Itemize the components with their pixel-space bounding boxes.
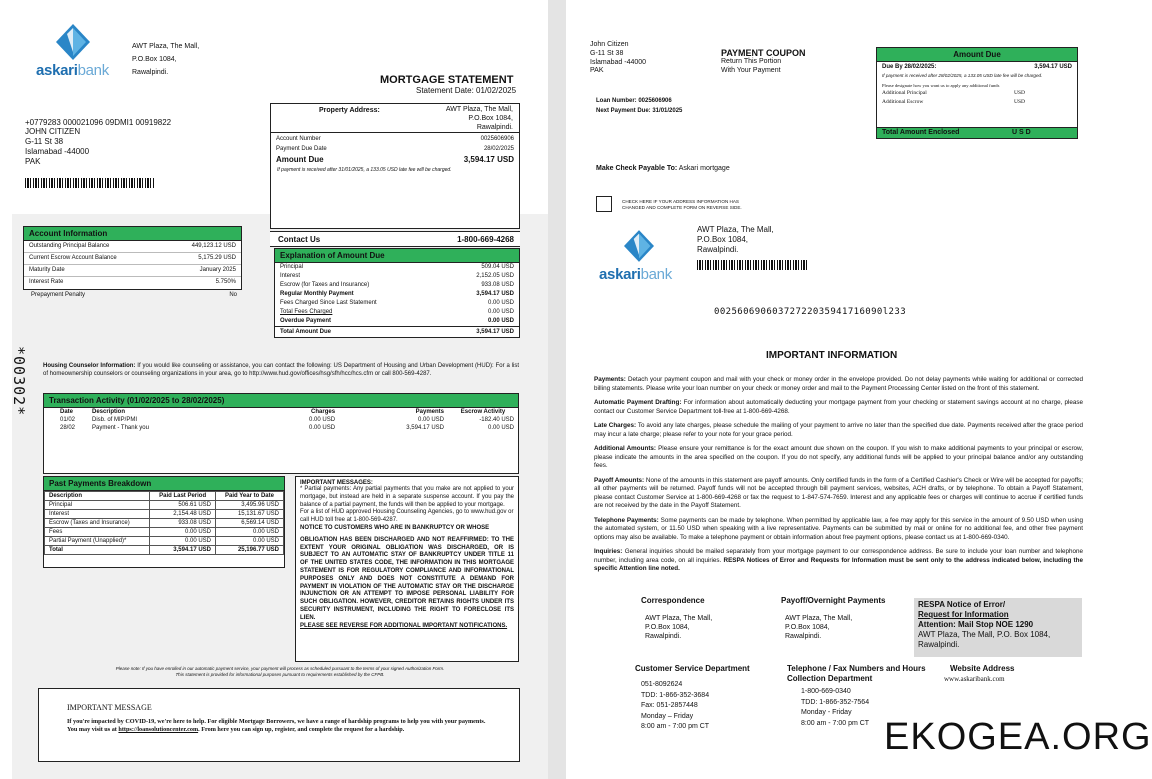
remit-barcode [697, 260, 807, 270]
coupon-customer [590, 41, 646, 76]
add-principal-row [877, 89, 1077, 97]
cell: 0.00 USD [216, 528, 284, 537]
website-title: Website Address [950, 664, 1015, 673]
due-by-row [877, 62, 1077, 72]
customer-address [25, 127, 89, 167]
contact-box [270, 231, 520, 247]
customer-service-lines [635, 680, 750, 733]
row-label: Outstanding Principal Balance [29, 243, 110, 249]
coupon-line: Return This Portion [721, 58, 782, 65]
explanation-row [275, 290, 519, 299]
cell: Fees [45, 528, 150, 537]
cell: 0.00 USD [150, 537, 216, 546]
watermark-text: EKOGEA.ORG [884, 716, 1152, 758]
address-line: P.O.Box 1084, [785, 623, 830, 631]
customer-service-title: Customer Service Department [635, 664, 750, 673]
cell: 2,154.48 USD [150, 510, 216, 519]
cell: Payment - Thank you [92, 425, 149, 431]
past-payments-box [43, 476, 285, 568]
cell: 25,196.77 USD [216, 546, 284, 555]
cell: 933.08 USD [150, 519, 216, 528]
contact-line: 8:00 am - 7:00 pm CT [641, 723, 710, 730]
info-label: Late Charges: [594, 422, 637, 429]
col-header: Date [60, 409, 74, 415]
property-line: Rawalpindi. [476, 123, 513, 131]
amount-due-box [876, 47, 1078, 139]
row-label: Interest [280, 273, 301, 279]
payoff-lines [781, 615, 885, 641]
row-value: 0.00 USD [487, 300, 514, 306]
property-rows [271, 132, 519, 174]
customer-line: PAK [590, 67, 604, 75]
cell: 0.00 USD [487, 425, 514, 431]
total-enclosed-row [877, 127, 1077, 138]
cell: Principal [45, 501, 150, 510]
col-header: Description [92, 409, 126, 415]
contact-line: TDD: 1-866-352-3684 [641, 691, 710, 699]
col-header: Escrow Activity [460, 409, 506, 415]
left-page [0, 0, 548, 779]
bank-address-line: P.O.Box 1084, [132, 56, 177, 63]
cell: 01/02 [60, 417, 76, 423]
table-row [45, 510, 284, 519]
property-row [271, 133, 519, 144]
correspondence-title: Correspondence [641, 596, 705, 605]
customer-line: G-11 St 38 [590, 49, 624, 57]
row-label: Prepayment Penalty [31, 292, 86, 298]
collection-title: Collection Department [787, 674, 873, 683]
cell: 506.61 USD [150, 501, 216, 510]
row-label: Total Amount Due [280, 329, 331, 335]
notice-heading: NOTICE TO CUSTOMERS WHO ARE IN BANKRUPTCY OR WHOSE [300, 524, 490, 531]
brand-logo-text [599, 266, 672, 283]
property-box [270, 103, 520, 229]
askari-diamond-logo-icon [624, 230, 654, 262]
info-paragraph [594, 445, 1083, 471]
askari-diamond-logo-icon [56, 24, 90, 60]
bank-address [132, 40, 199, 79]
respa-address: AWT Plaza, The Mall, P.O. Box 1084, [918, 630, 1051, 639]
total-enclosed-label: Total Amount Enclosed [882, 129, 960, 136]
covid-text [67, 718, 491, 735]
row-label: Fees Charged Since Last Statement [280, 300, 377, 306]
row-label: Regular Monthly Payment [280, 291, 354, 297]
prepayment-row [26, 290, 242, 301]
property-line: AWT Plaza, The Mall, [445, 106, 513, 113]
info-paragraph [594, 422, 1083, 439]
cell: 3,594.17 USD [406, 425, 444, 431]
col-header: Description [45, 492, 150, 501]
info-paragraph [594, 548, 1083, 574]
row-value: No [229, 292, 237, 298]
cell: 15,131.67 USD [216, 510, 284, 519]
row-value: 0025606906 [480, 136, 514, 142]
brand-part1: askari [36, 62, 78, 79]
tel-fax-title: Telephone / Fax Numbers and Hours [787, 664, 926, 673]
info-label: Automatic Payment Drafting: [594, 399, 682, 406]
remit-line: AWT Plaza, The Mall, [697, 225, 774, 234]
cell: 0.00 USD [150, 528, 216, 537]
address-line: Rawalpindi. [785, 632, 822, 640]
row-value: 449,123.12 USD [191, 243, 236, 249]
row-label: Maturity Date [29, 267, 65, 273]
remit-line: P.O.Box 1084, [697, 235, 748, 244]
row-value: 2,152.05 USD [476, 273, 514, 279]
table-row [44, 424, 518, 432]
row-label: Escrow (for Taxes and Insurance) [280, 282, 370, 288]
contact-line: Monday – Friday [641, 712, 694, 720]
table-row [45, 528, 284, 537]
respa-city: Rawalpindi. [918, 640, 960, 649]
statement-date: Statement Date: 01/02/2025 [416, 86, 517, 95]
account-info-box [23, 226, 242, 290]
address-line: AWT Plaza, The Mall, [645, 615, 713, 622]
col-header: Paid Year to Date [216, 492, 284, 501]
payable-value: Askari mortgage [678, 165, 730, 172]
respa-sentence: RESPA Notices of Error and Requests for Information must be sent only to the address indicated below, including the specific Attention line noted. [594, 556, 1083, 572]
address-line: AWT Plaza, The Mall, [785, 615, 853, 622]
info-title: IMPORTANT INFORMATION [766, 350, 898, 361]
brand-logo-text [36, 62, 109, 79]
customer-service-block [635, 664, 750, 733]
explanation-row [275, 263, 519, 272]
info-label: Payoff Amounts: [594, 476, 645, 484]
info-paragraph [594, 517, 1083, 543]
transactions-title: Transaction Activity (01/02/2025 to 28/02/2025) [44, 394, 518, 408]
account-info-row [24, 253, 241, 265]
info-text: Please ensure your remittance is for the exact amount due shown on the coupon. If you wish to make additional payments to your principal or escrow, please indicate the amounts in the area specified on the coupon. If you do not specify, any additional funds will be applied to your principal balance and/or any outstanding fees. [594, 445, 1083, 469]
covid-link[interactable]: https://loansolutioncenter.com [118, 726, 199, 734]
cell: 3,594.17 USD [150, 546, 216, 555]
account-info-row [24, 265, 241, 277]
contact-phone: 1-800-669-4268 [457, 235, 514, 244]
contact-line: Monday - Friday [801, 709, 852, 716]
explanation-box [274, 248, 520, 338]
amount-due-row [271, 154, 519, 166]
brand-part1: askari [599, 266, 641, 283]
account-info-row [24, 277, 241, 288]
contact-line: 1-800-669-0340 [801, 688, 851, 695]
past-payments-title: Past Payments Breakdown [44, 477, 284, 491]
customer-line: JOHN CITIZEN [25, 127, 81, 136]
total-enclosed-usd[interactable]: U S D [1012, 129, 1031, 136]
notice-body: OBLIGATION HAS BEEN DISCHARGED AND NOT REAFFIRMED: TO THE EXTENT YOUR ORIGINAL OBLIGATION WAS DISCHARGED, OR IS SUBJECT TO AN AUTOMATIC STAY OF BANKRUPTCY UNDER TITLE 11 OF THE UNITED STATES CODE, THE INFORMATION IN THIS MORTGAGE STATEMENT IS FOR REGULATORY COMPLIANCE AND INFORMATIONAL PURPOSES ONLY AND DOES NOT CONSTITUTE A DEMAND FOR PAYMENT IN VIOLATION OF THE AUTOMATIC STAY OR THE DISCHARGE INJUNCTION OR AN ATTEMPT TO IMPOSE PERSONAL LIABILITY FOR SUCH OBLIGATION. HOWEVER, CREDITOR RETAINS RIGHTS UNDER ITS SECURITY INSTRUMENT, INCLUDING THE RIGHT TO FORECLOSE ITS LIEN. [300, 536, 514, 621]
table-row [44, 416, 518, 424]
customer-line: G-11 St 38 [25, 137, 64, 146]
website-block [944, 664, 1015, 684]
covid-message-box [38, 688, 520, 762]
coupon-line: With Your Payment [721, 66, 781, 74]
customer-line: John Citizen [590, 41, 629, 48]
payoff-block [781, 596, 885, 641]
contact-label: Contact Us [278, 235, 321, 244]
info-text: Detach your payment coupon and mail with your check or money order in the envelope provided. Do not delay payments while waiting for additional or corrected billing statements. Please write your loan number on your check or money order and mail to the Payment Processing Center listed on the front of this statement. [594, 376, 1084, 392]
covid-title: IMPORTANT MESSAGE [67, 703, 152, 712]
row-label: Total Fees Charged [280, 309, 333, 315]
statement-title: MORTGAGE STATEMENT [380, 74, 514, 86]
row-value: 5,175.29 USD [198, 255, 236, 261]
cell: 6,569.14 USD [216, 519, 284, 528]
col-header: Paid Last Period [150, 492, 216, 501]
contact-line: Fax: 051-2857448 [641, 702, 698, 709]
table-header-row [45, 492, 284, 501]
add-escrow-label: Additional Escrow [882, 98, 924, 105]
due-by-label: Due By 28/02/2025: [882, 64, 937, 70]
row-value: 933.08 USD [481, 282, 514, 288]
brand-part2: bank [77, 62, 109, 79]
address-line: P.O.Box 1084, [645, 623, 690, 631]
table-row [45, 519, 284, 528]
checkbox-line: CHECK HERE IF YOUR ADDRESS INFORMATION HAS [622, 199, 739, 204]
fine-print [60, 666, 500, 679]
customer-line: PAK [25, 157, 41, 166]
payable-label: Make Check Payable To: [596, 165, 678, 172]
info-label: Payments: [594, 376, 626, 383]
remit-address [697, 225, 774, 255]
next-payment: Next Payment Due: 31/01/2025 [596, 108, 683, 114]
row-value: 3,594.17 USD [476, 291, 514, 297]
info-text: General inquiries should be mailed separately from your mortgage payment to our correspondence address. Be sure to include your loan number and telephone number, including area code, on all inquiries. [594, 548, 1084, 564]
bank-address-line: AWT Plaza, The Mall, [132, 43, 200, 50]
payoff-title: Payoff/Overnight Payments [781, 596, 886, 605]
loan-number: Loan Number: 0025606906 [596, 98, 672, 104]
explanation-title: Explanation of Amount Due [275, 249, 519, 263]
address-change-checkbox[interactable] [596, 196, 612, 212]
respa-title-2: Request for Information [918, 610, 1009, 619]
late-fee-note: If payment is received after 31/01/2025, a 133.05 USD late fee will be charged. [277, 167, 452, 173]
housing-counselor [43, 362, 519, 378]
row-label: Payment Due Date [276, 146, 327, 152]
explanation-row [275, 281, 519, 290]
add-escrow-usd[interactable]: USD [1014, 98, 1026, 105]
explanation-total-row [275, 326, 519, 337]
correspondence-block [641, 596, 712, 641]
contact-line: 051-8092624 [641, 681, 683, 688]
table-row [45, 537, 284, 546]
info-paragraph [594, 376, 1083, 393]
micr-line: 00256069060372722035941716090l233 [714, 307, 907, 317]
info-label: Inquiries: [594, 548, 623, 555]
row-value: 5.750% [215, 279, 236, 285]
cell: 0.00 USD [216, 537, 284, 546]
cell: 28/02 [60, 425, 76, 431]
important-messages-box [295, 476, 519, 662]
respa-box [914, 598, 1082, 657]
respa-attention: Attention: Mail Stop NOE 1290 [918, 620, 1034, 629]
row-value: 509.04 USD [481, 264, 514, 270]
payable-to [596, 165, 730, 174]
property-row [271, 144, 519, 154]
bank-address-line: Rawalpindi. [132, 69, 169, 76]
covid-text-b: . From here you can sign up, register, and complete the request for a hardship. [198, 726, 405, 734]
row-value: 0.00 USD [487, 309, 514, 315]
account-info-row [24, 241, 241, 253]
info-text: None of the amounts in this statement are payoff amounts. Only certified funds in the form of a Certified Cashier's Check or Wire will be accepted for payoffs; all other payments will be returned. Payoff funds will not be accepted through bill payment services, websites, ACH drafts, or by telephone. To obtain a Payoff Statement, please contact Customer Service at 1-800-669-4268 or fax the request to 1-847-574-7659. Interest and any applicable fees or charges will continue to accrue if certified funds are not received by the date in the Payoff Statement. [594, 476, 1083, 509]
checkbox-line: CHANGED AND COMPLETE FORM ON REVERSE SIDE. [622, 204, 742, 210]
fine-print-line: Please note: If you have enrolled in our automatic payment service, your payment will process as scheduled pursuant to the terms of your signed Authorization Form. [115, 666, 445, 671]
postal-barcode [25, 178, 155, 188]
add-principal-usd[interactable]: USD [1014, 89, 1026, 96]
housing-text: If you would like counseling or assistance, you can contact the following: US Department of Housing and Urban Development (HUD): For a list of homeownership counselors or counseling organizations in your area, go to http://www.hud.gov/offices/hsg/sfh/hcc/hcs.cfm or call 800-569-4287. [43, 363, 520, 378]
transactions-box [43, 393, 519, 474]
customer-ref: +0779283 000021096 09DMI1 00919822 [25, 118, 172, 127]
contact-line: TDD: 1-866-352-7564 [801, 698, 870, 706]
info-text: To avoid any late charges, please schedule the mailing of your payment to arrive no later than the specified due date. Payments received after the grace period may incur a late charge; please refer to your note for your grace period. [594, 422, 1084, 438]
side-number: *00302* [10, 346, 28, 417]
row-label: Current Escrow Account Balance [29, 255, 117, 261]
customer-line: Islamabad -44000 [590, 58, 647, 66]
remit-line: Rawalpindi. [697, 245, 739, 254]
cell: Total [45, 546, 150, 555]
explanation-row [275, 317, 519, 326]
col-header: Payments [415, 409, 444, 415]
coupon-late-note: If payment is received after 28/02/2025, a 133.05 USD late fee will be charged. [882, 73, 1043, 78]
info-text: For information about automatically deducting your mortgage payment from your checking or statement savings account at no charge, please contact our Customer Service Department toll-free at 1-800-669-4268. [594, 399, 1083, 415]
cell: 0.00 USD [309, 425, 336, 431]
right-page [566, 0, 1152, 779]
address-line: Rawalpindi. [645, 632, 682, 640]
cell: Escrow (Taxes and Insurance) [45, 519, 150, 528]
cell: Interest [45, 510, 150, 519]
cell: 3,495.96 USD [216, 501, 284, 510]
cell: Disb. of MIP/PMI [92, 417, 138, 423]
property-address [446, 106, 513, 132]
hud-text: For a list of HUD approved Housing Counseling Agencies, go to www.hud.gov or call HUD toll free at 1-800-569-4287. [300, 509, 514, 524]
row-label: Overdue Payment [280, 318, 332, 324]
info-label: Telephone Payments: [594, 516, 659, 524]
past-payments-table [44, 491, 284, 555]
info-text: Some payments can be made by telephone. When permitted by applicable law, a fee may apply for this service in the amount of 9.50 USD when using the automated system, or 11.50 USD when speaking with a live representative. Payments can be submitted by mail or online for no additional fee, and other free payment options may also be available. To make a telephone payment or obtain information about free payment options, please contact us at 1-800-669-0340. [594, 516, 1083, 541]
notice-reverse: PLEASE SEE REVERSE FOR ADDITIONAL IMPORTANT NOTIFICATIONS. [300, 622, 508, 629]
row-value: January 2025 [199, 267, 236, 273]
important-info [594, 376, 1083, 580]
info-paragraph [594, 477, 1083, 511]
transactions-table [44, 408, 518, 432]
amount-due-value: 3,594.17 USD [463, 155, 514, 164]
respa-title: RESPA Notice of Error/ [918, 600, 1006, 609]
table-header-row [44, 408, 518, 416]
website-link[interactable]: www.askaribank.com [944, 675, 1005, 683]
amount-due-title: Amount Due [877, 48, 1077, 62]
checkbox-text [622, 199, 742, 211]
coupon-heading [721, 48, 806, 76]
col-header: Charges [311, 409, 336, 415]
partial-payments-text: * Partial payments: Any partial payments that you make are not applied to your mortgage, but instead are held in a separate suspense account. If you pay the balance of a partial payment, the funds will then be applied to your mortgage. [300, 486, 514, 508]
coupon-title: PAYMENT COUPON [721, 48, 806, 58]
contact-line: 8:00 am - 7:00 pm CT [801, 719, 870, 727]
row-label: Account Number [276, 136, 321, 142]
customer-line: Islamabad -44000 [25, 147, 90, 156]
housing-label: Housing Counselor Information: [43, 363, 136, 369]
amount-due-label: Amount Due [276, 155, 324, 164]
fine-print-line: This statement is provided for informational purposes pursuant to requirements established by the CFPB. [175, 672, 385, 678]
property-label: Property Address: [319, 107, 380, 114]
explanation-row [275, 299, 519, 308]
info-paragraph [594, 399, 1083, 416]
explanation-row [275, 308, 519, 317]
covid-text-a: If you're impacted by COVID-19, we're here to help. For eligible Mortgage Borrowers, we have a range of hardship programs to help you with your payments. You may visit us at [67, 718, 486, 734]
row-value: 0.00 USD [487, 318, 514, 324]
row-value: 3,594.17 USD [476, 329, 514, 335]
info-label: Additional Amounts: [594, 445, 657, 452]
cell: Partial Payment (Unapplied)* [45, 537, 150, 546]
table-row [45, 501, 284, 510]
designate-text: Please designate how you want us to apply any additional funds [882, 82, 1000, 88]
row-label: Principal [280, 264, 304, 270]
property-line: P.O.Box 1084, [468, 114, 513, 122]
messages-title: IMPORTANT MESSAGES: [300, 480, 373, 486]
table-total-row [45, 546, 284, 555]
cell: -182.40 USD [479, 417, 514, 423]
page-divider [548, 0, 566, 779]
correspondence-lines [641, 615, 712, 641]
brand-part2: bank [640, 266, 672, 283]
add-principal-label: Additional Principal [882, 89, 927, 96]
add-escrow-row [877, 97, 1077, 106]
row-value: 28/02/2025 [483, 146, 514, 152]
cell: 0.00 USD [309, 417, 336, 423]
account-info-title: Account Information [24, 227, 241, 241]
due-by-value: 3,594.17 USD [1034, 64, 1072, 70]
row-label: Interest Rate [29, 279, 64, 285]
explanation-row [275, 272, 519, 281]
cell: 0.00 USD [417, 417, 444, 423]
